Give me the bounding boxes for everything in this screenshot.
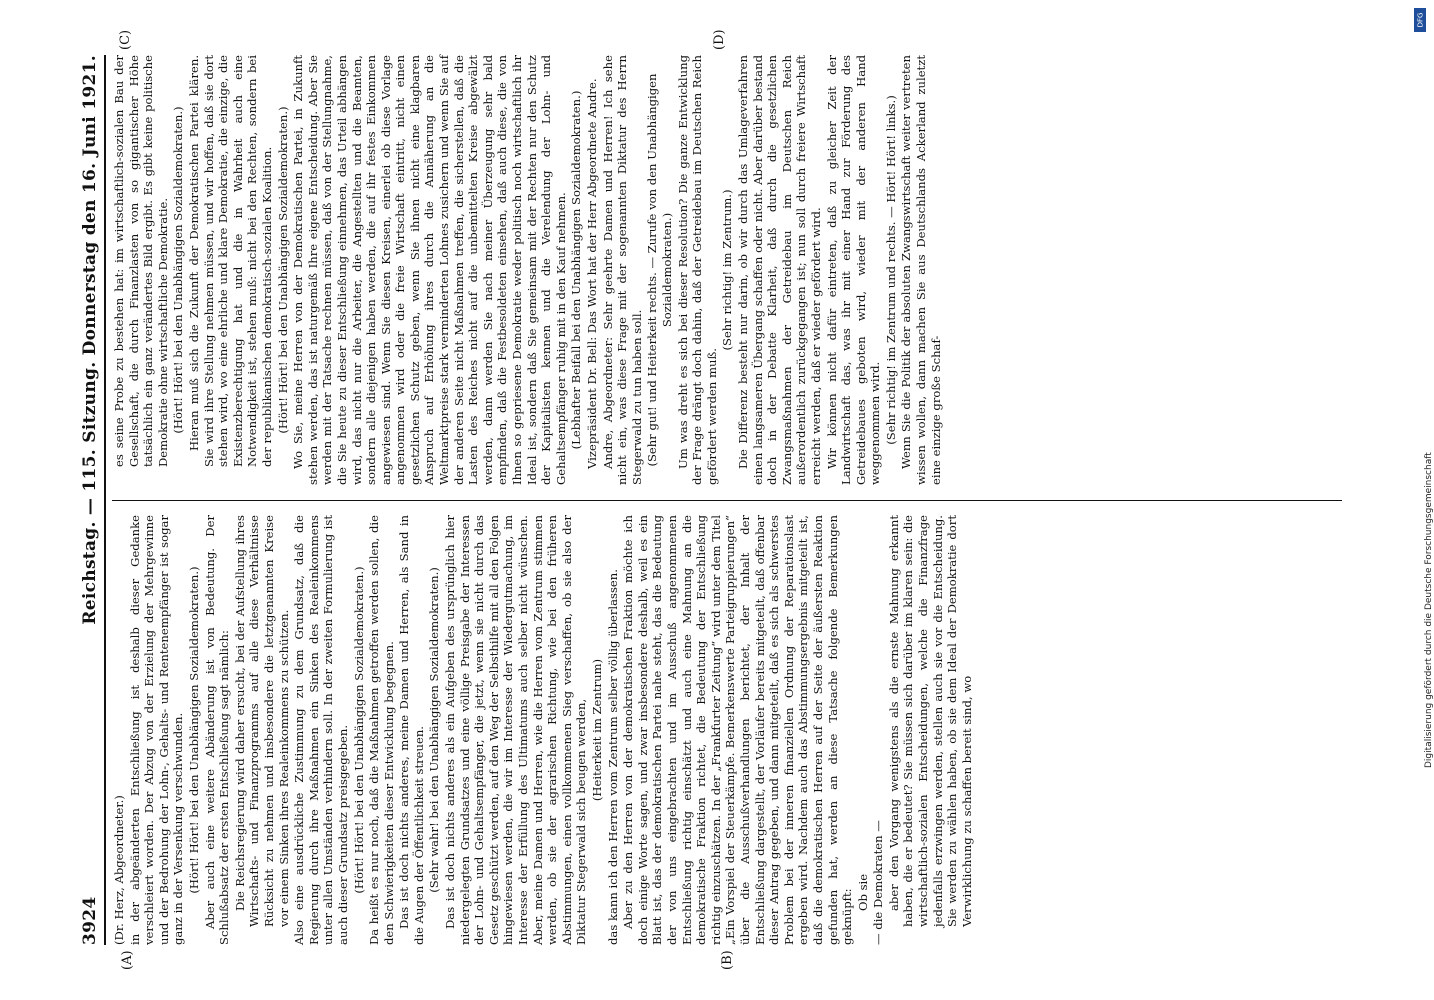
interjection: (Lebhafter Beifall bei den Unabhängigen Sozialdemokraten.) [569,90,584,450]
quote: Die Reichsregierung wird daher ersucht, bei der Aufstellung ihres Wirtschafts- und Finanzprogramms auf alle diese Verhältnisse Rücksicht zu nehmen und insbesondere die letztgenannten Kreise vor einem Sinken ihres Realeinkommens zu schützen. [232,515,291,927]
paragraph: Wenn Sie die Politik der absoluten Zwangswirtschaft weiter vertreten wissen wollen, dann machen Sie aus Deutschlands Ackerland zuletzt eine einzige große Schaf- [899,55,943,485]
paragraph: Ob sie [855,873,870,911]
dfg-logo-text: DFG [1416,12,1424,28]
interjection: (Hört! Hört! bei den Unabhängigen Sozialdemokraten.) [186,566,201,894]
interjection: (Sehr richtig! im Zentrum.) [720,189,735,351]
paragraph: Die Differenz besteht nur darin, ob wir durch das Umlageverfahren einen langsameren Übergang schaffen oder nicht. Aber darüber bestand doch in der Debatte Klarheit, daß durch die gesetzlichen Zwangsmaßnahmen der Getreidebau im Deutschen Reich außerordentlich zurückgegangen ist; nun soll durch freiere Wirtschaft erreicht werden, daß er wieder gefördert wird. [735,55,823,485]
paragraph: Vizepräsident Dr. Bell: Das Wort hat der Herr Abgeordnete Andre. [585,78,599,469]
speaker-ref: (Dr. Herz, Abgeordneter.) [112,795,126,945]
interjection: (Hört! Hört! bei den Unabhängigen Sozialdemokraten.) [275,106,290,434]
interjection: (Sehr richtig! im Zentrum und rechts. — Hört! Hört! links.) [883,95,898,445]
paragraph: Das ist doch nichts anderes, meine Damen und Herren, als Sand in die Augen der Öffentlichkeit streuen. [397,515,426,945]
paragraph: Da heißt es nur noch, daß die Maßnahmen getroffen werden sollen, die den Schwierigkeiten dieser Entwicklung begegnen. [367,515,396,945]
header-rule [104,55,106,945]
margin-marker-b: (B) [720,950,735,970]
dfg-logo [1414,8,1426,32]
paragraph: Aber zu den Herren von der demokratischen Fraktion möchte ich doch einige Worte sagen, und zwar insbesondere deshalb, weil es ein Blatt ist, das der demokratischen Partei nahe steht, das die Bedeutung der von uns eingebrachten und im Ausschuß angenommenen Entschließung richtig einschätzt und auch eine Mahnung an die demokratische Fraktion richtet, die Bedeutung der Entschließung richtig einzuschätzen. In der „Frankfurter Zeitung“ wird unter dem Titel „Ein Vorspiel der Steuerkämpfe. Bemerkenswerte Parteigruppierungen“ über die Ausschußverhandlungen berichtet, der Inhalt der Entschließung dargestellt, der Vorläufer bereits mitgeteilt, daß offenbar dieser Antrag gegeben, und dann mitgeteilt, daß es sich als schwerstes Problem bei der inneren finanziellen Ordnung der Reparationslast ergeben wird. Nachdem auch das Abstimmungsergebnis mitgeteilt ist, daß die demokratischen Herren auf der Seite der äußersten Reaktion gefunden hat, werden an diese Tatsache folgende Bemerkungen geknüpft: [621,515,855,945]
quote: es seine Probe zu bestehen hat: im wirtschaftlich-sozialen Bau der Gesellschaft, die durch Finanzlasten von so gigantischer Höhe tatsächlich ein ganz verändertes Bild ergibt. Es gibt keine politische Demokratie ohne wirtschaftliche Demokratie. [112,55,170,467]
paragraph: Wo Sie, meine Herren von der Demokratischen Partei, in Zukunft stehen werden, das ist naturgemäß Ihre eigene Entscheidung. Aber Sie werden mit der Tatsache rechnen müssen, daß von der Stellungnahme, die Sie heute zu dieser Entschließung einnehmen, das Urteil abhängen wird, das nicht nur die Arbeiter, die Angestellten und die Beamten, sondern alle diejenigen haben werden, die auf ihr festes Einkommen angewiesen sind. Wenn Sie diesen Kreisen, einerlei ob diese Vorlage angenommen wird oder die freie Wirtschaft eintritt, nicht einen gesetzlichen Schutz geben, wenn Sie ihnen nicht eine klagbaren Anspruch auf Erhöhung ihres durch die Annäherung an die Weltmarktpreise stark verminderten Lohnes zusichern und wenn Sie auf der anderen Seite nicht Maßnahmen treffen, die sicherstellen, daß die Lasten des Reiches nicht auf die unbemittelten Kreise abgewälzt werden, dann werden Sie nach meiner Überzeugung sehr bald empfinden, daß die Festbesoldeten einsehen, daß auch diese, die von Ihnen so gepriesene Demokratie weder politisch noch wirtschaftlich ihr Ideal ist, sondern daß Sie gemeinsam mit der Rechten nur den Schutz der Kapitalisten kennen und die Verelendung der Lohn- und Gehaltsempfänger ruhig mit in den Kauf nehmen. [291,55,568,485]
page-number: 3924 [80,896,100,945]
paragraph: Andre, Abgeordneter: Sehr geehrte Damen und Herren! Ich sehe nicht ein, was diese Frage mit der sogenannten Diktatur des Herrn Stegerwald zu tun haben soll. [600,55,644,485]
credit-text: Digitalisierung gefördert durch die Deutsche Forschungsgemeinschaft [1424,452,1434,768]
margin-marker-c: (C) [118,29,133,50]
paragraph: — die Demokraten — [871,820,886,945]
paragraph: Aber auch eine weitere Abänderung ist von Bedeutung. Der Schlußabsatz der ersten Entschließung sagt nämlich: [202,515,232,945]
margin-marker-a: (A) [120,950,135,970]
paragraph: das kann ich den Herren vom Zentrum selber völlig überlassen. [605,569,620,945]
interjection: (Heiterkeit im Zentrum) [590,658,604,802]
left-column [112,515,1402,945]
quote: aber den Vorgang wenigstens als die ernste Mahnung erkannt haben, die er bedeutet? Sie müssen sich darüber im klaren sein: die wirtschaftlich-sozialen Entscheidungen, welche die Finanzfrage jedenfalls erzwingen werden, stellen auch sie vor die Entscheidung. Sie werden zu wählen haben, ob sie dem Ideal der Demokratie dort Verwirklichung zu schaffen bereit sind, wo [886,515,974,927]
digitization-credit [1412,8,1434,998]
column-divider [112,500,1342,501]
interjection: (Sehr wahr! bei den Unabhängigen Sozialdemokraten.) [427,567,442,893]
page-title: Reichstag. — 115. Sitzung. Donnerstag den 16. Juni 1921. [80,55,100,625]
paragraph: Um was dreht es sich bei dieser Resolution? Die ganze Entwicklung der Frage drängt doch dahin, daß der Getreidebau im Deutschen Reich gefördert werden muß. [675,55,719,485]
interjection: (Hört! Hört! bei den Unabhängigen Sozialdemokraten.) [171,106,186,434]
paragraph: Also eine ausdrückliche Zustimmung zu dem Grundsatz, daß die Regierung durch ihre Maßnahmen ein Sinken des Realeinkommens unter allen Umständen verhindern soll. In der zweiten Formulierung ist auch dieser Grundsatz preisgegeben. [292,515,350,945]
right-column [112,55,1402,485]
interjection: (Sehr gut! und Heiterkeit rechts. — Zurufe von den Unabhängigen Sozialdemokraten.) [645,73,674,467]
paragraph: in der abgeänderten Entschließung ist deshalb dieser Gedanke verschleiert worden. Der Abzug von der Erzielung der Mehrgewinne und der Bedrohung der Lohn-, Gehalts- und Rentenempfänger ist sogar ganz in der Versenkung verschwunden. [127,515,186,945]
paragraph: Das ist doch nichts anderes als ein Aufgeben des ursprünglich hier niedergelegten Grundsatzes und eine völlige Preisgabe der Interessen der Lohn- und Gehaltsempfänger, die jetzt, wenn sie nicht durch das Gesetz geschützt werden, auf den Weg der Selbsthilfe mit all den Folgen hingewiesen werden, die wir im Interesse der Wiedergutmachung, im Interesse der Erfüllung des Ultimatums auch selber nicht wünschen. Aber, meine Damen und Herren, wie die Herren vom Zentrum stimmen werden, ob sie der agrarischen Richtung, wie bei den früheren Abstimmungen, einen vollkommenen Sieg verschaffen, ob sie also der Diktatur Stegerwald sich beugen werden, [443,515,589,945]
interjection: (Hört! Hört! bei den Unabhängigen Sozialdemokraten.) [351,566,366,894]
quote: Hieran muß sich die Zukunft der Demokratischen Partei klären. Sie wird ihre Stellung nehmen müssen, und wir hoffen, daß sie dort stehen wird, wo eine ehrliche und klare Demokratie, die einzige, die Existenzberechtigung hat und die in Wahrheit auch eine Notwendigkeit ist, stehen muß: nicht bei den Rechten, sondern bei der republikanischen demokratisch-sozialen Koalition. [186,55,274,467]
margin-marker-d: (D) [712,29,727,50]
page-header [68,55,100,945]
paragraph: Wir können nicht dafür eintreten, daß zu gleicher Zeit der Landwirtschaft das, was ihr mit einer Hand zur Förderung des Getreidebaues geboten wird, wieder mit der anderen Hand weggenommen wird. [824,55,883,485]
